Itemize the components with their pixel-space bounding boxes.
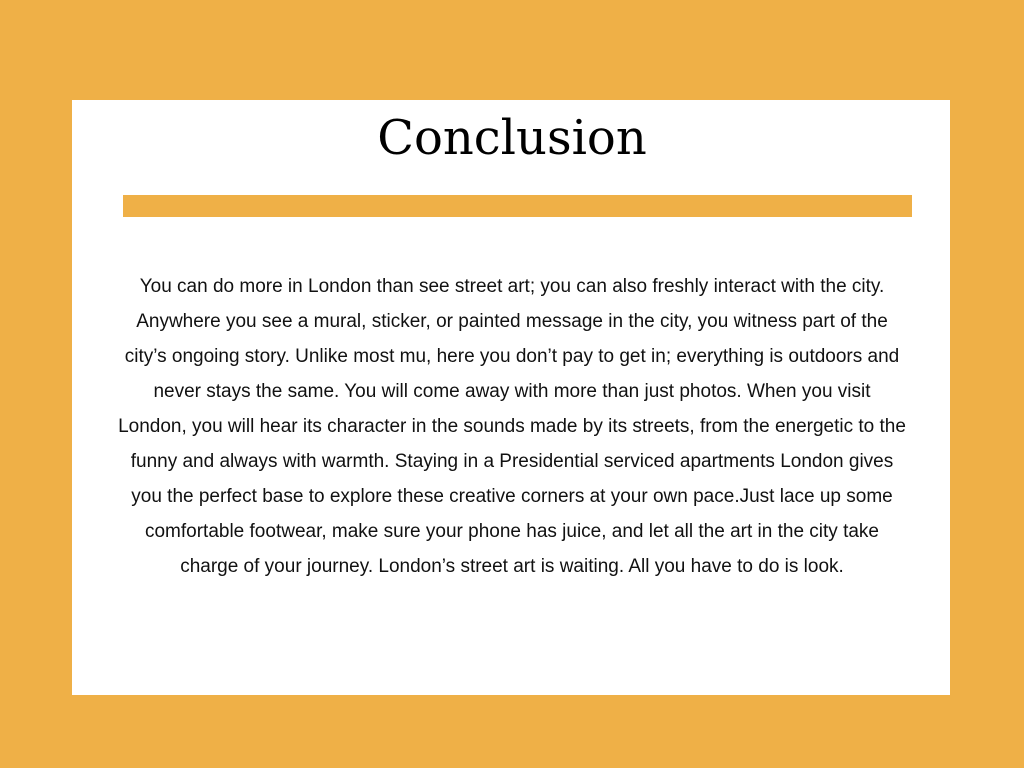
accent-divider-bar — [123, 195, 912, 217]
conclusion-paragraph: You can do more in London than see street art; you can also freshly interact with the city. Anywhere you see a mural, sticker, or painted message in the city, you witness part of the city’s ongoing story. Unlike most mu, here you don’t pay to get in; everything is outdoors and never stays the same. You will come away with more than just photos. When you visit London, you will hear its character in the sounds made by its streets, from the energetic to the funny and always with warmth. Staying in a Presidential serviced apartments London gives you the perfect base to explore these creative corners at your own pace.Just lace up some comfortable footwear, make sure your phone has juice, and let all the art in the city take charge of your journey. London’s street art is waiting. All you have to do is look. — [118, 276, 906, 577]
slide-title: Conclusion — [377, 110, 647, 166]
